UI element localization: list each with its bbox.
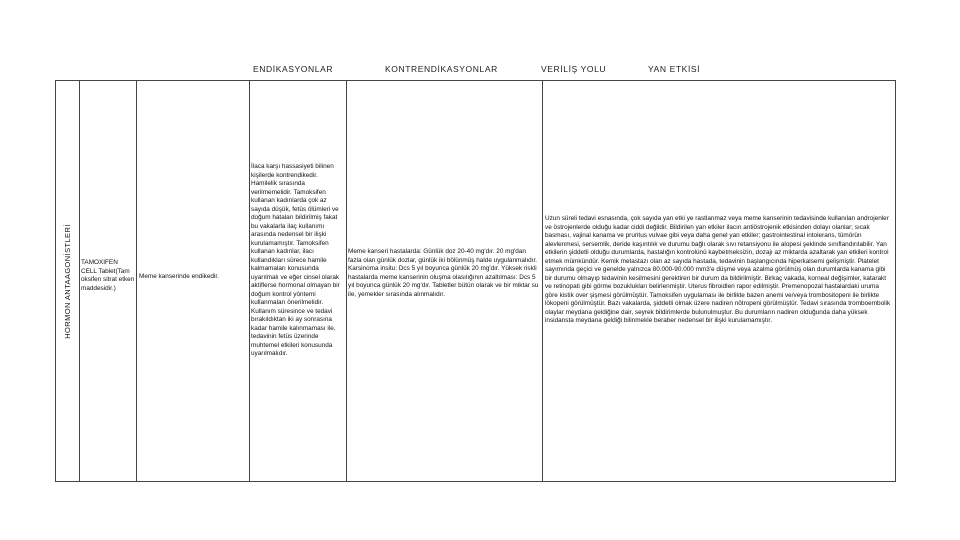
indication-cell: Meme kanserinde endikedir. [139,273,219,280]
route-cell: Meme kanseri hastalarda: Günlük doz 20-40 mg'dır. 20 mg'dan fazla olan günlük dozlar, günlük iki bölünmüş halde uygulanmalıdır. Karsinoma insitu: Dcs 5 yıl boyunca günlük 20 mg'dır. Yüksek riskli hastalarda meme kanserinin oluşma olasılığının azaltılması: Dcs 5 yıl boyunca günlük 20 mg'dır. Tabletler bütün olarak ve bir miktar su ile, yemekler sırasında alınmalıdır. [348,248,539,298]
column-divider [79,81,80,481]
side-effects-cell: Uzun süreli tedavi esnasında, çok sayıda yan etki ye rastlanmaz veya meme kanserinin tedavisinde kullanılan androjenler ve östrojenlerde olduğu kadar ciddi değildir. Bildirilen yan etkiler ilacın antiöstrojenik etkisinden dolayı olanlar; sıcak basması, vajinal kanama ve pruritus vulvae gibi veya daha genel yan etkiler; gastrointestinal intolerans, tümörün alevlenmesi, sersemlik, deride kaşıntılık ve durumu bağlı olarak sıvı retansiyonu ile alopesi şeklinde sınıflandırılabilir. Yan etkilerin şiddetli olduğu durumlarda, hastalığın kontrolünü kaybetmeksizin, dozajı az miktarda azaltarak yan etkileri kontrol etmek mümkündür. Kemik metastazı olan az sayıda hastada, tedavinin başlangıcında hiperkalsemi gelişmiştir. Platelet sayımında geçici ve genelde yalnızca 80.000-90.000 mm3'e düşme veya azalma görülmüş olan durumlarda kanama gibi bir durumu olmayıp tedavinin kesilmesini gerektiren bir durum da bildirilmiştir. Birkaç vakada, korneal değişimler, katarakt ve retinopati gibi görme bozuklukları belirlenmiştir. Uterus fibroidleri rapor edilmiştir. Premenopozal hastalardaki uruma göre kistik over şişmesi görülmüştür. Tamoksifen uygulaması ile birlikte bazen anemi ve/veya trombositopeni ile birlikte lökopeni görülmüştür. Bazı vakalarda, şiddetli olmak üzere nadiren nötropeni görülmüştür. Tedavi sırasında tromboembolik olaylar meydana geldiğine dair, seyrek bildirimlerde bulunulmuştur. Bu durumların nadiren olduğunda daha yüksek insidansta meydana geldiği bilinmekle beraber nedensel bir ilişki kurulamamıştır. [545,215,891,325]
header-contraindications: KONTRENDİKASYONLAR [385,64,498,74]
column-divider [346,81,347,481]
drug-table [55,80,896,482]
row-group-cell [56,81,79,481]
column-divider [136,81,137,481]
contraindication-cell: İlaca karşı hassasiyeti bilinen kişilerde kontrendikedir. Hamilelik sırasında verilmemelidir. Tamoksifen kullanan kadınlarda çok az sayıda düşük, fetüs ölümleri ve doğum hataları bildirilmiş fakat bu vakalarla ilaç kullanımı arasında nedensel bir ilişki kurulamamıştır. Tamoksifen kullanan kadınlar, ilacı kullandıkları sürece hamile kalmamaları konusunda uyarılmalı ve eğer cinsel olarak aktiflerse hormonal olmayan bir doğum kontrol yöntemi kullanmaları önerilmelidir. Kullanım süresince ve tedavi bırakıldıktan iki ay sonrasına kadar hamile kalınmaması ile, tedavinin fetüs üzerinde muhtemel etkileri konusunda uyarılmalıdır. [251,163,340,358]
header-side-effects: YAN ETKİSİ [648,64,701,74]
row-group-label: HORMON ANTAAGONİSTLERİ [63,223,73,339]
column-divider [542,81,543,481]
drug-name-cell: TAMOXIFEN CELL Tablet(Tam oksifen sitrat etken maddesidir.) [81,259,135,292]
header-route: VERİLİŞ YOLU [541,64,607,74]
header-indications: ENDİKASYONLAR [253,64,334,74]
column-divider [249,81,250,481]
